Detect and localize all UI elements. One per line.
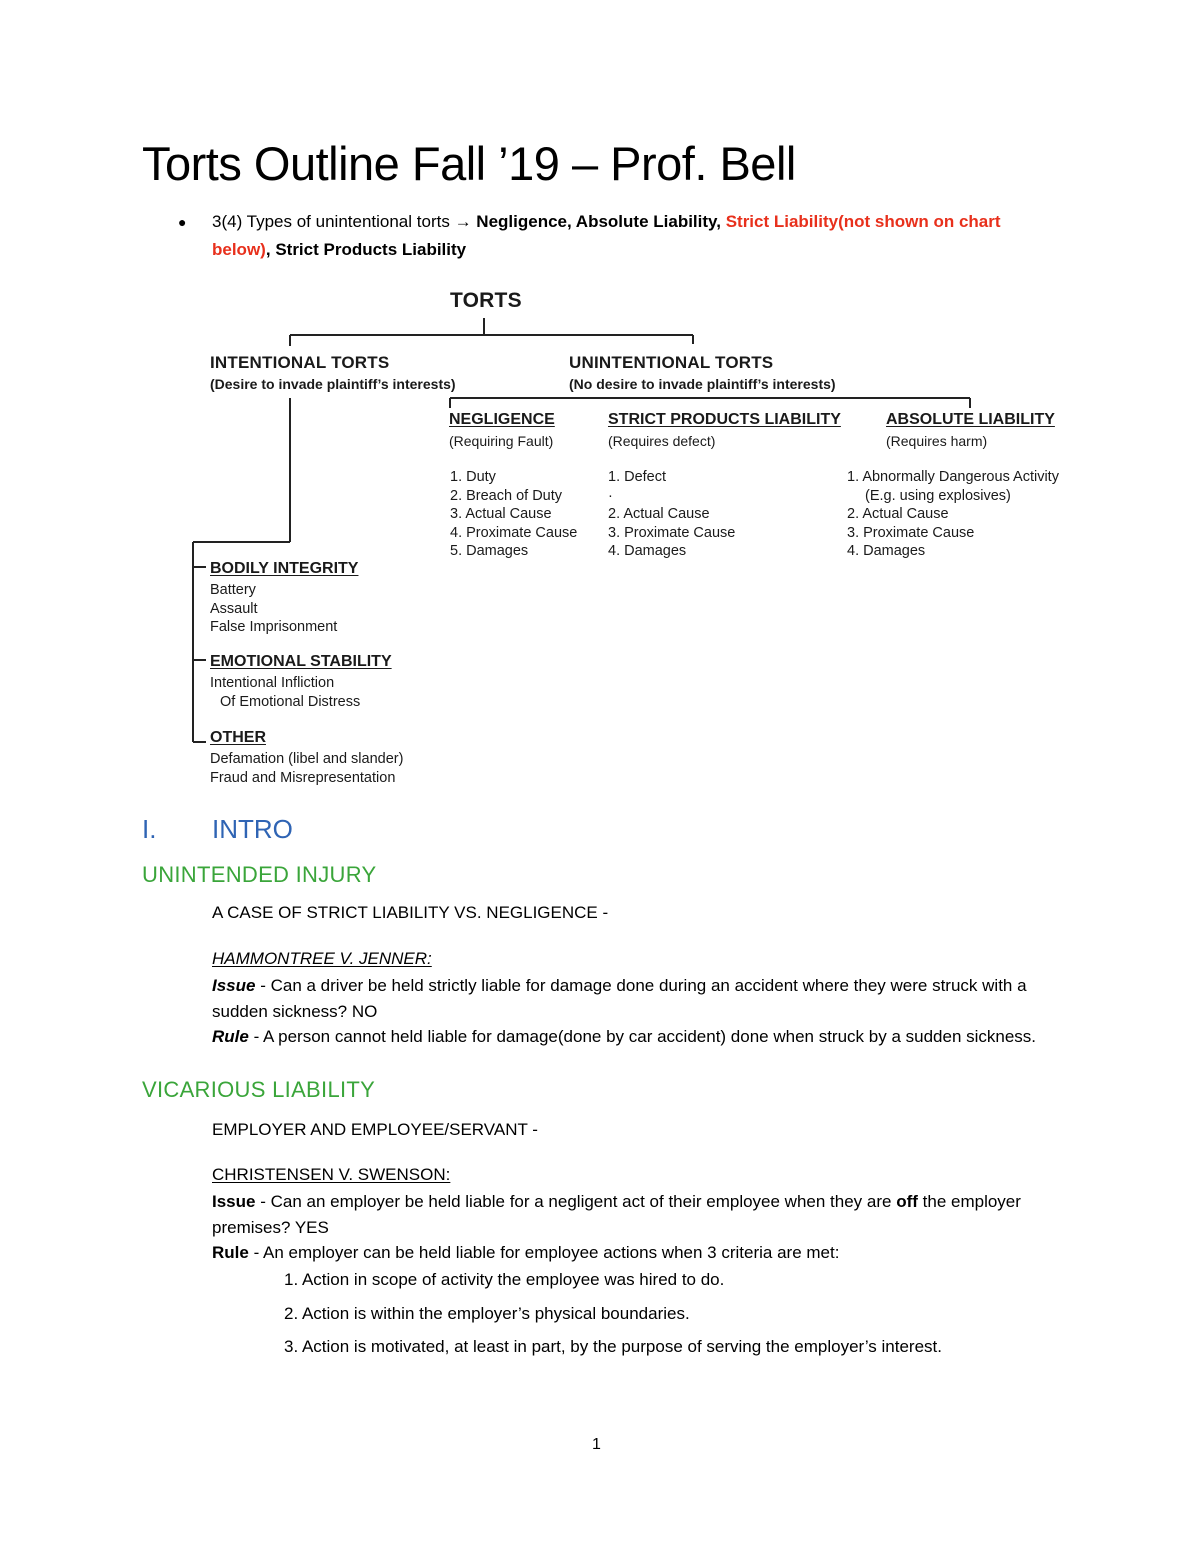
strict-products-list: [608, 468, 735, 561]
vicarious-liability-heading: VICARIOUS LIABILITY: [142, 1077, 376, 1102]
bodily-integrity-list: [210, 581, 337, 637]
other-heading: OTHER: [210, 729, 266, 746]
list-item: 1. Abnormally Dangerous Activity: [847, 469, 1059, 485]
intentional-subtitle: (Desire to invade plaintiff’s interests): [210, 376, 456, 392]
bullet-text: [212, 208, 1062, 264]
page-number: 1: [592, 1436, 601, 1453]
case-name-hammontree: HAMMONTREE V. JENNER:: [212, 949, 432, 968]
list-item: Battery: [210, 582, 256, 598]
intentional-title: INTENTIONAL TORTS: [210, 353, 390, 372]
absolute-liability-heading: ABSOLUTE LIABILITY: [886, 411, 1055, 428]
case-name-christensen: CHRISTENSEN V. SWENSON:: [212, 1165, 451, 1184]
negligence-list: [450, 468, 577, 561]
bullet-dot-icon: ●: [178, 214, 187, 230]
bullet-last-item: Strict Products Liability: [275, 240, 467, 259]
criteria-item: 2. Action is within the employer’s physical boundaries.: [284, 1304, 690, 1323]
unintentional-subtitle: (No desire to invade plaintiff’s interests): [569, 376, 836, 392]
emotional-stability-heading: EMOTIONAL STABILITY: [210, 653, 392, 670]
arrow-icon: →: [454, 212, 472, 231]
list-item: ·: [608, 487, 613, 504]
unintended-subheading: A CASE OF STRICT LIABILITY VS. NEGLIGENCE -: [212, 903, 609, 922]
issue-text-1: - Can an employer be held liable for a negligent act of their employee when they are: [255, 1192, 897, 1211]
list-item: 2. Actual Cause: [847, 506, 949, 522]
list-item: Defamation (libel and slander): [210, 751, 404, 767]
list-item: 2. Actual Cause: [608, 506, 710, 522]
issue-label: Issue: [212, 1192, 256, 1211]
christensen-issue: [212, 1189, 1052, 1240]
issue-text: - Can a driver be held strictly liable for damage done during an accident where they were struck with a sudden sickness? NO: [212, 976, 1027, 1021]
absolute-liability-sub: (Requires harm): [886, 433, 988, 449]
bullet-prefix: 3(4) Types of unintentional torts: [212, 212, 455, 231]
list-item: 5. Damages: [450, 543, 529, 559]
absolute-liability-list: [847, 468, 1059, 561]
list-item: Fraud and Misrepresentation: [210, 769, 396, 786]
issue-text-2: the employer premises? YES: [212, 1192, 1021, 1237]
section-title: INTRO: [212, 814, 293, 844]
issue-label: Issue: [212, 976, 256, 995]
rule-label: Rule: [212, 1027, 249, 1046]
bullet-bold-items: Negligence, Absolute Liability,: [476, 212, 721, 231]
list-item: Intentional Infliction: [210, 675, 335, 691]
emotional-stability-list: [210, 674, 360, 711]
vicarious-subheading: EMPLOYER AND EMPLOYEE/SERVANT -: [212, 1120, 538, 1139]
list-item: Of Emotional Distress: [220, 693, 361, 710]
criteria-item: 1. Action in scope of activity the employee was hired to do.: [284, 1270, 725, 1289]
torts-diagram: [0, 280, 1200, 800]
christensen-rule: [212, 1240, 1052, 1266]
other-list: [210, 750, 403, 787]
rule-text: - A person cannot held liable for damage(done by car accident) done when struck by a sudden sickness.: [248, 1027, 1037, 1046]
list-item: False Imprisonment: [210, 619, 338, 635]
negligence-heading: NEGLIGENCE: [449, 411, 555, 428]
list-item: Assault: [210, 600, 258, 617]
section-number: I.: [142, 814, 157, 844]
rule-text: - An employer can be held liable for employee actions when 3 criteria are met:: [248, 1243, 840, 1262]
list-item: 3. Proximate Cause: [608, 524, 736, 541]
bodily-integrity-heading: BODILY INTEGRITY: [210, 560, 359, 577]
unintended-injury-heading: UNINTENDED INJURY: [142, 862, 377, 887]
bullet-red-item: Strict Liability(not shown on chart below): [212, 212, 1001, 259]
list-item: 1. Defect: [608, 469, 667, 485]
list-item: 2. Breach of Duty: [450, 487, 563, 504]
list-item: 3. Proximate Cause: [847, 524, 975, 541]
strict-products-heading: STRICT PRODUCTS LIABILITY: [608, 411, 841, 428]
criteria-item: 3. Action is motivated, at least in part, by the purpose of serving the employer’s interest.: [284, 1337, 942, 1356]
negligence-sub: (Requiring Fault): [449, 433, 554, 449]
list-item: 4. Proximate Cause: [450, 524, 578, 541]
rule-label: Rule: [212, 1243, 249, 1262]
issue-bold-word: off: [896, 1192, 918, 1211]
strict-products-sub: (Requires defect): [608, 433, 716, 449]
hammontree-rule: [212, 1024, 1052, 1050]
page-title: Torts Outline Fall ’19 – Prof. Bell: [142, 137, 796, 190]
list-item: 4. Damages: [847, 543, 926, 559]
bullet-comma: ,: [265, 240, 271, 259]
list-item: 1. Duty: [450, 469, 496, 485]
diagram-root: TORTS: [450, 289, 522, 312]
list-item: 3. Actual Cause: [450, 506, 552, 522]
unintentional-title: UNINTENTIONAL TORTS: [569, 353, 774, 372]
list-item: 4. Damages: [608, 543, 687, 559]
list-item: (E.g. using explosives): [865, 487, 1011, 504]
hammontree-issue: [212, 973, 1052, 1024]
